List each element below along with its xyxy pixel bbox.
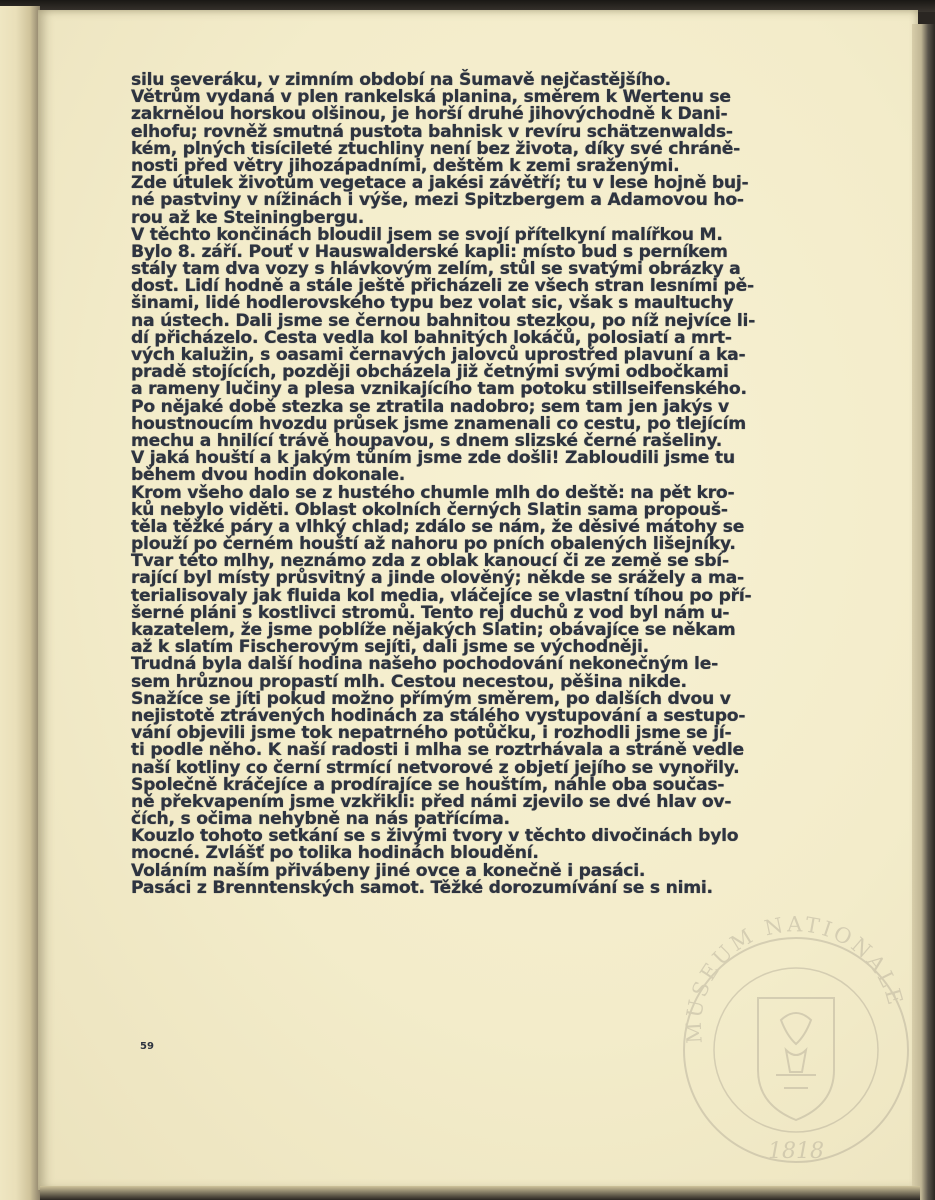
text-line: Zde útulek životům vegetace a jakési závětří; tu v lese hojně buj-: [131, 173, 749, 194]
text-line: Voláním naším přivábeny jiné ovce a konečně i pasáci.: [131, 860, 646, 881]
text-line: Společně kráčejíce a prodírajíce se houštím, náhle oba součas-: [131, 774, 725, 795]
text-line: vých kalužin, s oasami černavých jalovců uprostřed plavuní a ka-: [131, 345, 746, 365]
text-line: terialisovaly jak fluida kol media, vláčejíce se vlastní tíhou po pří-: [131, 585, 752, 606]
text-line: až k slatím Fischerovým sejíti, dali jsme se východněji.: [131, 637, 649, 658]
text-line: nejistotě ztrávených hodinách za stálého vystupování a sestupo-: [131, 705, 746, 726]
text-line: během dvou hodin dokonale.: [131, 465, 406, 486]
text-line: dost. Lidí hodně a stále ještě přicházeli ze všech stran lesními pě-: [131, 276, 754, 297]
text-line: dí přicházelo. Cesta vedla kol bahnitých lokáčů, polosiatí a mrt-: [131, 327, 732, 348]
text-line: rou až ke Steiningbergu.: [131, 207, 365, 228]
text-line: rající byl místy průsvitný a jinde olověný; někde se srážely a ma-: [131, 568, 744, 589]
text-line: ti podle něho. K naší radosti i mlha se roztrhávala a stráně vedle: [131, 740, 744, 761]
stamp-ring-text: MUSEUM NATIONALE: [681, 912, 909, 1045]
text-line: Krom všeho dalo se z hustého chumle mlh do deště: na pět kro-: [131, 482, 735, 503]
text-line: Větrům vydaná v plen rankelská planina, směrem k Wertenu se: [131, 87, 731, 108]
text-line: Snažíce se jíti pokud možno přímým směrem, po dalších dvou v: [131, 688, 731, 709]
text-line: ně překvapením jsme vzkřikli: před námi zjevilo se dvé hlav ov-: [131, 791, 732, 812]
stamp-year: 1818: [768, 1139, 824, 1164]
text-line: kazatelem, že jsme poblíže nějakých Slatin; obávajíce se někam: [131, 620, 736, 640]
facing-page-edge: [0, 6, 40, 1200]
page-bottom-shadow: [40, 1186, 920, 1200]
museum-stamp-seal-icon: [676, 900, 916, 1170]
text-line: mocné. Zvlášť po tolika hodinách bloudění.: [131, 843, 539, 864]
text-line: plouží po černém houští až nahoru po pních obalených lišejníky.: [131, 534, 736, 555]
text-line: šinami, lidé hodlerovského typu bez volat sic, však s maultuchy: [131, 293, 734, 314]
text-line: ků nebylo viděti. Oblast okolních černých Slatin sama propouš-: [131, 499, 728, 520]
text-line: vání objevili jsme tok nepatrného potůčku, i rozhodli jsme se jí-: [131, 723, 732, 744]
text-line: V jaká houští a k jakým tůním jsme zde došli! Zabloudili jsme tu: [131, 448, 735, 469]
text-line: Tvar této mlhy, neznámo zda z oblak kanoucí či ze země se sbí-: [131, 551, 729, 572]
body-text: [131, 72, 791, 897]
text-line: Pasáci z Brenntenských samot. Těžké dorozumívání se s nimi.: [131, 877, 713, 898]
text-line: šerné pláni s kostlivci stromů. Tento rej duchů z vod byl nám u-: [131, 602, 730, 623]
text-line: nosti před větry jihozápadními, deštěm k zemi sraženými.: [131, 155, 680, 176]
text-line: kém, plných tisícileté ztuchliny není bez života, díky své chráně-: [131, 138, 740, 159]
text-line: houstnoucím hvozdu průsek jsme znamenali co cestu, po tlejícím: [131, 413, 746, 434]
text-line: Kouzlo tohoto setkání se s živými tvory v těchto divočinách bylo: [131, 826, 739, 847]
text-line: zakrnělou horskou olšinou, je horší druhé jihovýchodně k Dani-: [131, 104, 728, 125]
text-line: naší kotliny co černí strmící netvorové z objetí jejího se vynořily.: [131, 757, 740, 778]
text-line: Trudná byla další hodina našeho pochodování nekonečným le-: [131, 654, 718, 675]
text-line: né pastviny v nížinách i výše, mezi Spitzbergem a Adamovou ho-: [131, 190, 744, 211]
text-line: Bylo 8. září. Pouť v Hauswalderské kapli: místo bud s perníkem: [131, 241, 728, 262]
text-line: sem hrůznou propastí mlh. Cestou necestou, pěšina nikde.: [131, 671, 687, 692]
page-number: 59: [140, 1041, 154, 1052]
text-line: stály tam dva vozy s hlávkovým zelím, stůl se svatými obrázky a: [131, 259, 741, 280]
text-line: V těchto končinách bloudil jsem se svojí přítelkyní malířkou M.: [131, 224, 723, 245]
text-line: elhofu; rovněž smutná pustota bahnisk v revíru schätzenwalds-: [131, 121, 733, 142]
text-line: těla těžké páry a vlhký chlad; zdálo se nám, že děsivé mátohy se: [131, 516, 745, 537]
text-line: na ústech. Dali jsme se černou bahnitou stezkou, po níž nejvíce li-: [131, 310, 756, 331]
text-line: čích, s očima nehybně na nás patřícíma.: [131, 809, 510, 830]
text-line: Po nějaké době stezka se ztratila nadobro; sem tam jen jakýs v: [131, 396, 729, 417]
text-line: mechu a hnilící trávě houpavou, s dnem slizské černé rašeliny.: [131, 430, 723, 451]
text-line: silu severáku, v zimním období na Šumavě nejčastějšího.: [131, 70, 671, 90]
text-line: a rameny lučiny a plesa vznikajícího tam potoku stillseifenského.: [131, 379, 747, 400]
text-line: pradě stojících, později obcházela již četnými svými odbočkami: [131, 362, 729, 383]
